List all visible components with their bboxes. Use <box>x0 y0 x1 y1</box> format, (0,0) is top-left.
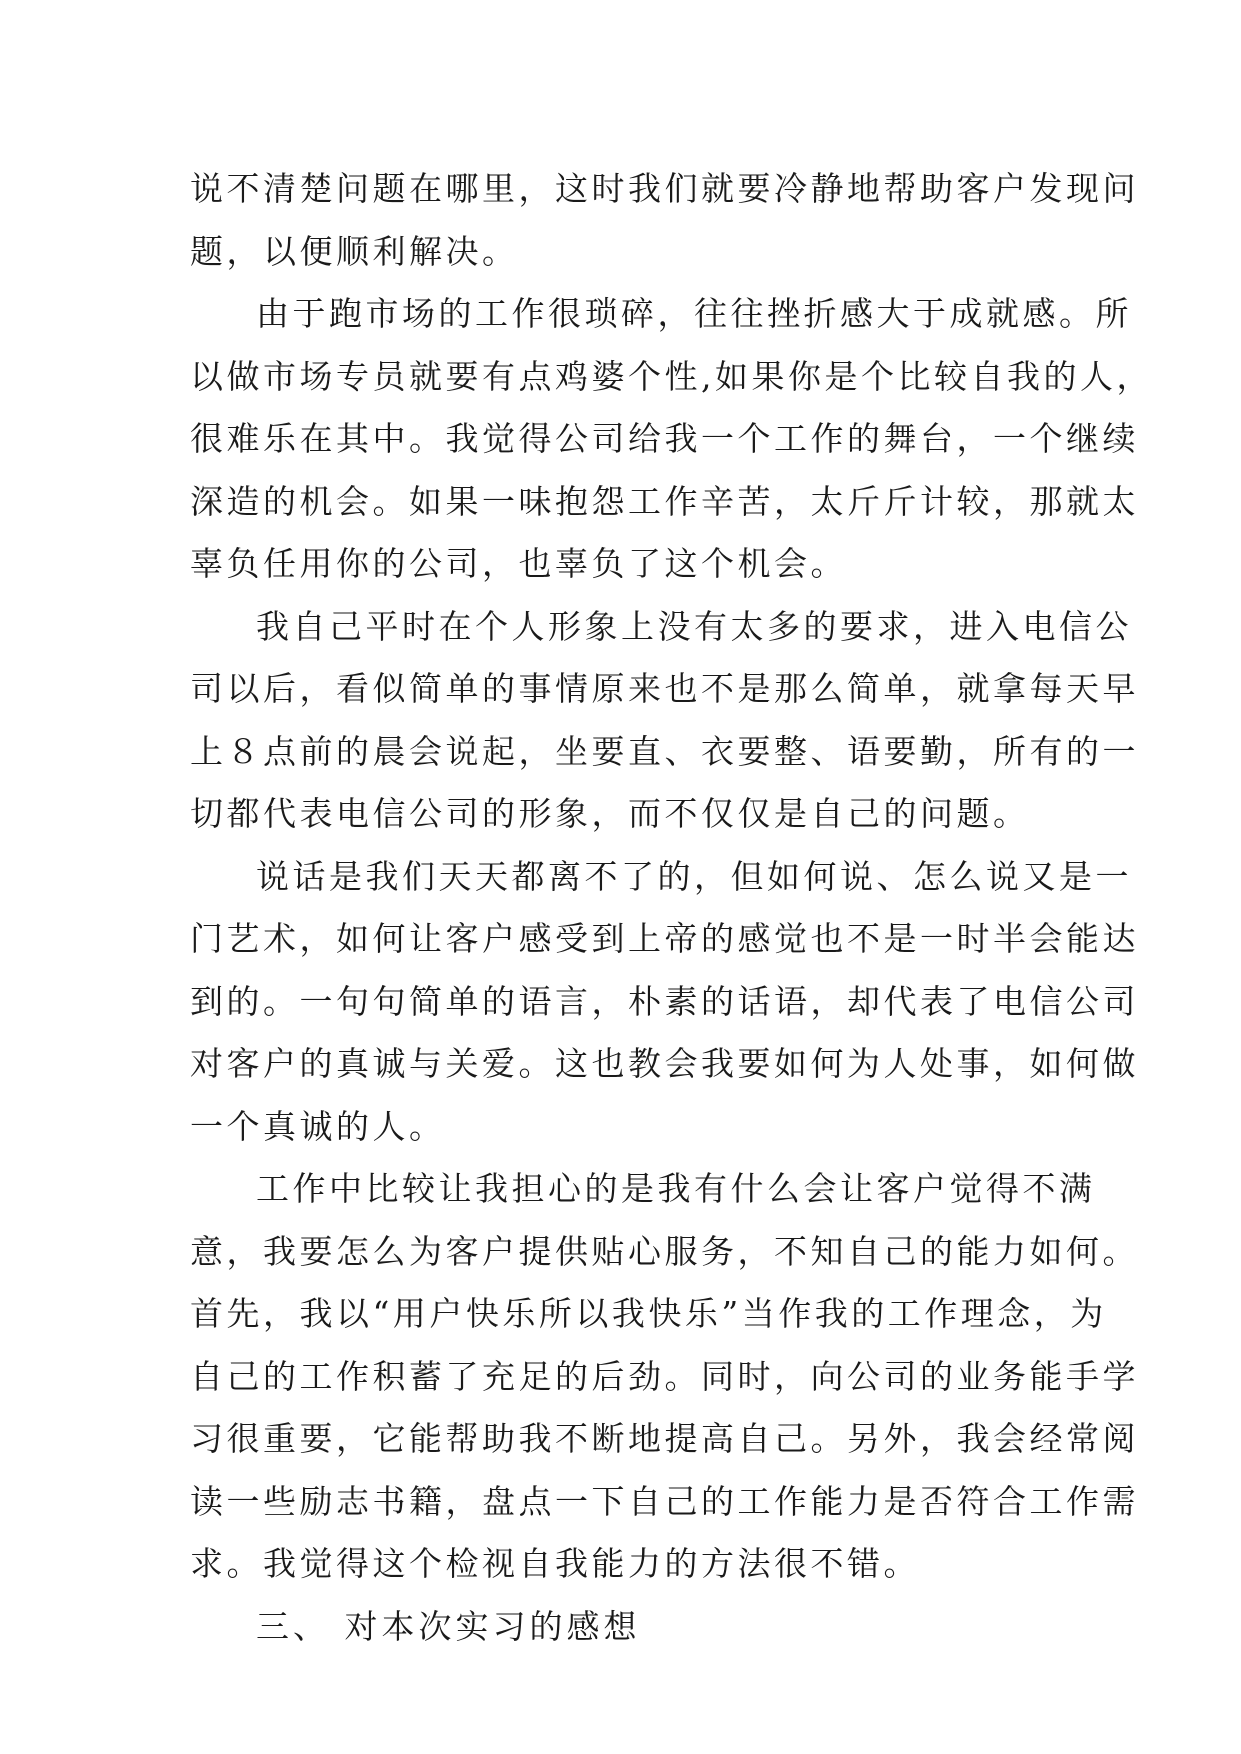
text-line-3: 由于跑市场的工作很琐碎，往往挫折感大于成就感。所 <box>256 294 1132 333</box>
text-line-12: 说话是我们天天都离不了的，但如何说、怎么说又是一 <box>256 856 1132 896</box>
text-line-20: 自己的工作积蓄了充足的后劲。同时，向公司的业务能手学 <box>190 1356 1139 1396</box>
text-line-13: 门艺术，如何让客户感受到上帝的感觉也不是一时半会能达 <box>190 919 1139 958</box>
text-line-22: 读一些励志书籍，盘点一下自己的工作能力是否符合工作需 <box>190 1481 1139 1521</box>
text-line-1: 说不清楚问题在哪里，这时我们就要冷静地帮助客户发现问 <box>190 169 1139 208</box>
text-line-14: 到的。一句句简单的语言，朴素的话语，却代表了电信公司 <box>190 981 1139 1021</box>
text-line-9: 司以后，看似简单的事情原来也不是那么简单，就拿每天早 <box>190 669 1139 708</box>
text-line-21: 习很重要，它能帮助我不断地提高自己。另外，我会经常阅 <box>190 1419 1139 1458</box>
text-line-5: 很难乐在其中。我觉得公司给我一个工作的舞台，一个继续 <box>190 419 1139 458</box>
text-line-19: 首先，我以“用户快乐所以我快乐”当作我的工作理念，为 <box>190 1294 1107 1333</box>
text-line-10: 上８点前的晨会说起，坐要直、衣要整、语要勤，所有的一 <box>190 731 1139 771</box>
text-line-4: 以做市场专员就要有点鸡婆个性,如果你是个比较自我的人， <box>190 356 1153 396</box>
section-heading: 三、 对本次实习的感想 <box>256 1606 641 1646</box>
body-text <box>190 158 1153 1658</box>
text-line-6: 深造的机会。如果一味抱怨工作辛苦，太斤斤计较，那就太 <box>190 481 1139 521</box>
text-line-11: 切都代表电信公司的形象，而不仅仅是自己的问题。 <box>190 794 1030 833</box>
text-line-23: 求。我觉得这个检视自我能力的方法很不错。 <box>190 1544 920 1583</box>
text-line-16: 一个真诚的人。 <box>190 1106 446 1146</box>
text-line-7: 辜负任用你的公司，也辜负了这个机会。 <box>190 544 847 583</box>
text-line-2: 题，以便顺利解决。 <box>190 231 519 271</box>
text-line-8: 我自己平时在个人形象上没有太多的要求，进入电信公 <box>256 606 1132 646</box>
text-line-15: 对客户的真诚与关爱。这也教会我要如何为人处事，如何做 <box>190 1044 1139 1083</box>
text-line-17: 工作中比较让我担心的是我有什么会让客户觉得不满 <box>256 1169 1096 1208</box>
text-line-18: 意，我要怎么为客户提供贴心服务，不知自己的能力如何。 <box>190 1231 1139 1271</box>
